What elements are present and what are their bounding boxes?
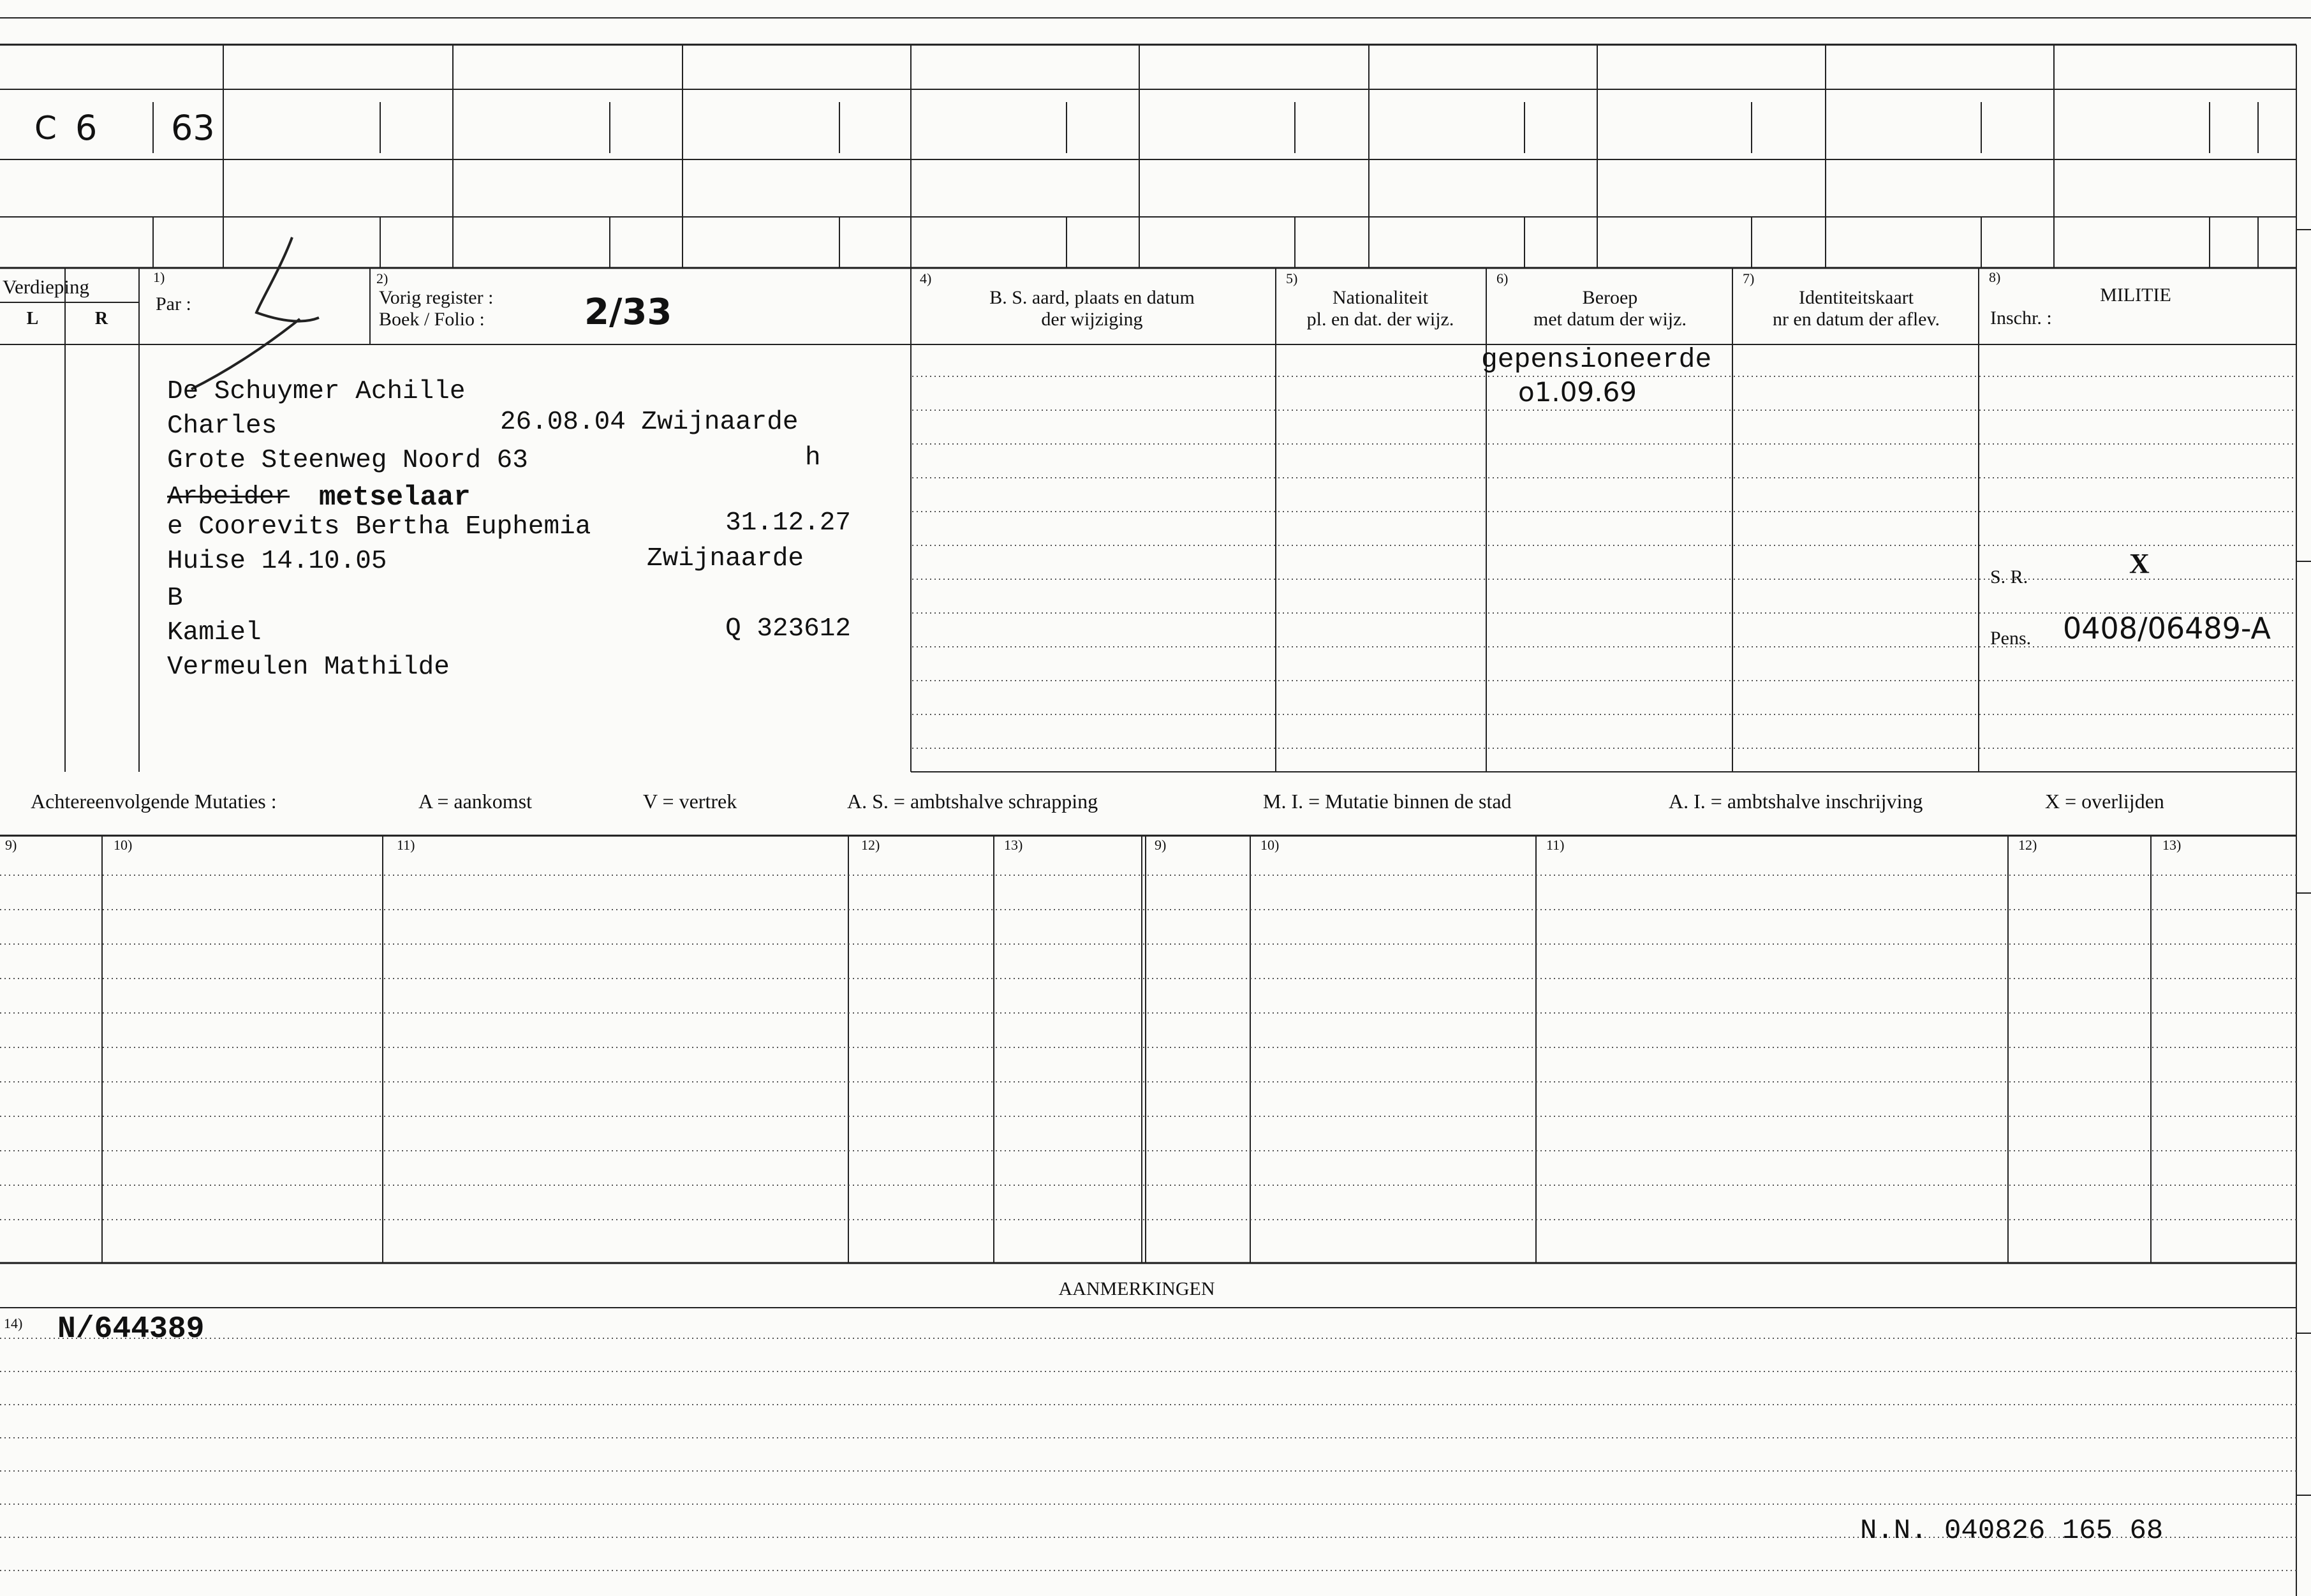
person-birth: 26.08.04 Zwijnaarde bbox=[500, 408, 799, 437]
person-address: Grote Steenweg Noord 63 bbox=[167, 446, 528, 475]
sr-label: S. R. bbox=[1990, 566, 2028, 587]
legend-v: V = vertrek bbox=[643, 790, 737, 813]
note-5: 5) bbox=[1286, 270, 1298, 286]
legend-as: A. S. = ambtshalve schrapping bbox=[847, 790, 1098, 813]
pens-label: Pens. bbox=[1990, 628, 2032, 649]
boek-folio-label: Boek / Folio : bbox=[379, 309, 485, 330]
person-spouse-birth: Huise 14.10.05 bbox=[167, 547, 387, 576]
vorig-register-value: 2/33 bbox=[584, 292, 672, 333]
code-number: 6 bbox=[75, 108, 98, 148]
folio-number: 63 bbox=[171, 108, 215, 148]
legend-x: X = overlijden bbox=[2045, 790, 2164, 813]
person-marker: B bbox=[167, 584, 183, 613]
national-number: N.N. 040826 165 68 bbox=[1860, 1515, 2164, 1547]
legend-mi: M. I. = Mutatie binnen de stad bbox=[1263, 790, 1512, 813]
mutation-col-13b: 13) bbox=[2162, 837, 2182, 853]
legend-title: Achtereenvolgende Mutaties : bbox=[31, 790, 277, 813]
mutation-col-10: 10) bbox=[114, 837, 133, 853]
person-parent2: Vermeulen Mathilde bbox=[167, 653, 450, 682]
militie-label: MILITIE bbox=[2100, 284, 2171, 306]
col-r-label: R bbox=[94, 309, 108, 329]
person-parent-code: Q 323612 bbox=[725, 614, 851, 644]
mutation-col-9b: 9) bbox=[1155, 837, 1167, 853]
pens-value: 0408/06489-A bbox=[2063, 611, 2271, 646]
person-firstname: Charles bbox=[167, 411, 277, 441]
sr-value: X bbox=[2129, 548, 2150, 579]
mutation-col-11b: 11) bbox=[1546, 837, 1565, 853]
beroep-label-1: Beroep bbox=[1582, 287, 1638, 308]
id-card-label-1: Identiteitskaart bbox=[1799, 287, 1914, 308]
note-2: 2) bbox=[376, 270, 388, 286]
par-label: Par : bbox=[156, 293, 191, 314]
person-occupation-new: metselaar bbox=[319, 482, 471, 514]
legend-a: A = aankomst bbox=[418, 790, 533, 813]
person-spouse: e Coorevits Bertha Euphemia bbox=[167, 512, 591, 542]
note-1: 1) bbox=[153, 269, 165, 285]
mutation-col-12b: 12) bbox=[2018, 837, 2037, 853]
mutation-col-10b: 10) bbox=[1260, 837, 1280, 853]
remarks-number: N/644389 bbox=[57, 1312, 205, 1347]
note-14: 14) bbox=[4, 1315, 23, 1331]
legend-ai: A. I. = ambtshalve inschrijving bbox=[1669, 790, 1923, 813]
nationality-label-2: pl. en dat. der wijz. bbox=[1306, 309, 1454, 330]
inschr-label: Inschr. : bbox=[1990, 307, 2052, 329]
person-spouse-place: Zwijnaarde bbox=[647, 544, 804, 573]
note-6: 6) bbox=[1496, 270, 1509, 286]
beroep-label-2: met datum der wijz. bbox=[1533, 309, 1687, 330]
nationality-label-1: Nationaliteit bbox=[1333, 287, 1428, 308]
person-name: De Schuymer Achille bbox=[167, 377, 466, 406]
mutation-col-12: 12) bbox=[861, 837, 880, 853]
person-address-suffix: h bbox=[805, 443, 821, 473]
person-parent1: Kamiel bbox=[167, 618, 262, 647]
code-letter: C bbox=[34, 110, 57, 147]
col-l-label: L bbox=[26, 309, 39, 329]
verdieping-label: Verdieping bbox=[3, 276, 90, 298]
mutation-col-13: 13) bbox=[1004, 837, 1023, 853]
par-handwritten-mark bbox=[191, 237, 319, 389]
beroep-date: o1.09.69 bbox=[1518, 376, 1637, 408]
person-occupation-old: Arbeider bbox=[167, 483, 290, 512]
vorig-register-label: Vorig register : bbox=[379, 287, 494, 308]
note-4: 4) bbox=[920, 270, 932, 286]
id-card-label-2: nr en datum der aflev. bbox=[1772, 309, 1940, 330]
mutation-col-11: 11) bbox=[397, 837, 415, 853]
remarks-title: AANMERKINGEN bbox=[1058, 1278, 1215, 1299]
person-spouse-date: 31.12.27 bbox=[725, 508, 851, 538]
bs-label-1: B. S. aard, plaats en datum bbox=[989, 287, 1195, 308]
beroep-value: gepensioneerde bbox=[1481, 344, 1712, 375]
mutation-col-9: 9) bbox=[5, 837, 17, 853]
note-7: 7) bbox=[1743, 270, 1755, 286]
note-8: 8) bbox=[1989, 269, 2001, 285]
bs-label-2: der wijziging bbox=[1041, 309, 1143, 330]
